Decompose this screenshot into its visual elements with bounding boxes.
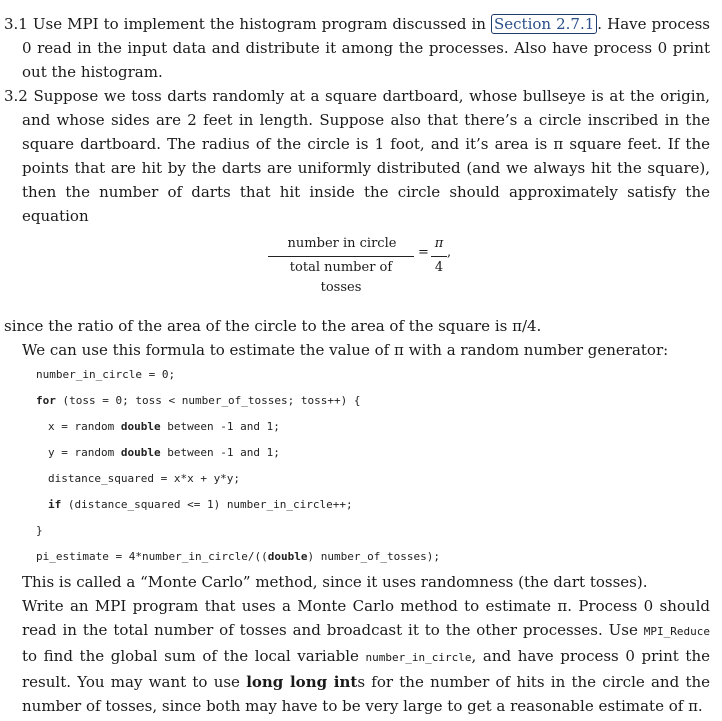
exercise-3-1 bbox=[4, 12, 710, 84]
code-line-3-a: x = random bbox=[48, 420, 121, 433]
monte-carlo-sentence: This is called a “Monte Carlo” method, since it uses randomness (the dart tosses). bbox=[22, 573, 648, 591]
code-line-6-rest: (distance_squared <= 1) number_in_circle++; bbox=[61, 498, 353, 511]
fraction-bar-right bbox=[431, 256, 447, 257]
equation-left-fraction bbox=[268, 234, 416, 295]
code-line-4 bbox=[48, 446, 708, 460]
equation-four: 4 bbox=[434, 260, 444, 275]
code-line-1: number_in_circle = 0; bbox=[36, 368, 176, 381]
assignment-text-a: Write an MPI program that uses a Monte Carlo method to estimate π. Process 0 should read in the total number of tosses and broadcast it to the other processes. Use bbox=[22, 597, 710, 639]
code-line-8-b: ) number_of_tosses); bbox=[307, 550, 440, 563]
equation bbox=[268, 234, 458, 295]
code-line-7: } bbox=[36, 524, 43, 537]
code-keyword-if: if bbox=[48, 498, 62, 511]
code-line-2-rest: (toss = 0; toss < number_of_tosses; toss++) { bbox=[55, 394, 361, 407]
exercise-3-1-text-a: 3.1 Use MPI to implement the histogram program discussed in bbox=[4, 15, 491, 33]
code-keyword-double: double bbox=[120, 420, 161, 433]
code-line-3-b: between -1 and 1; bbox=[160, 420, 280, 433]
code-line-5: distance_squared = x*x + y*y; bbox=[48, 472, 241, 485]
assignment-text-c: , and have process 0 print the result. You may want to use bbox=[22, 647, 710, 691]
code-line-4-a: y = random bbox=[48, 446, 121, 459]
assignment-text-d: s for the number of hits in the circle and the number of tosses, since both may have to be very large to get a reasonable estimate of π. bbox=[22, 673, 711, 715]
equals-sign: = bbox=[418, 245, 429, 260]
assignment-paragraph bbox=[22, 594, 710, 718]
equation-denominator: total number of tosses bbox=[289, 260, 393, 295]
fraction-bar bbox=[268, 256, 414, 257]
equation-comma: , bbox=[447, 245, 452, 260]
mpi-reduce-code: MPI_Reduce bbox=[643, 625, 710, 638]
equation-numerator: number in circle bbox=[287, 236, 397, 251]
equation-pi: π bbox=[434, 236, 444, 251]
long-long-int-bold: long long int bbox=[246, 673, 358, 691]
section-2-7-1-link[interactable]: Section 2.7.1 bbox=[491, 14, 597, 34]
code-line-3 bbox=[48, 420, 708, 434]
code-line-4-b: between -1 and 1; bbox=[160, 446, 280, 459]
code-keyword-double: double bbox=[267, 550, 308, 563]
number-in-circle-code: number_in_circle bbox=[365, 651, 472, 664]
code-keyword-double: double bbox=[120, 446, 161, 459]
assignment-text-b: to find the global sum of the local variable bbox=[22, 647, 366, 665]
formula-sentence: We can use this formula to estimate the value of π with a random number generator: bbox=[22, 341, 669, 359]
code-line-2 bbox=[36, 394, 696, 408]
exercise-3-1-text-b: . Have process 0 read in the input data and distribute it among the processes. Also have process 0 print out the histogram. bbox=[22, 15, 711, 81]
code-keyword-for: for bbox=[36, 394, 56, 407]
code-line-6 bbox=[48, 498, 708, 512]
code-line-8 bbox=[36, 550, 696, 564]
exercise-3-2-intro: 3.2 Suppose we toss darts randomly at a square dartboard, whose bullseye is at the origin, and whose sides are 2 feet in length. Suppose also that there’s a circle inscribed in the square dartboard. The radius of the circle is 1 foot, and it’s area is π square feet. If the points that are hit by the darts are uniformly distributed (and we always hit the square), then the number of darts that hit inside the circle should approximately satisfy the equation bbox=[4, 87, 710, 225]
ratio-sentence: since the ratio of the area of the circle to the area of the square is π/4. bbox=[4, 317, 542, 335]
code-line-8-a: pi_estimate = 4*number_in_circle/(( bbox=[36, 550, 268, 563]
